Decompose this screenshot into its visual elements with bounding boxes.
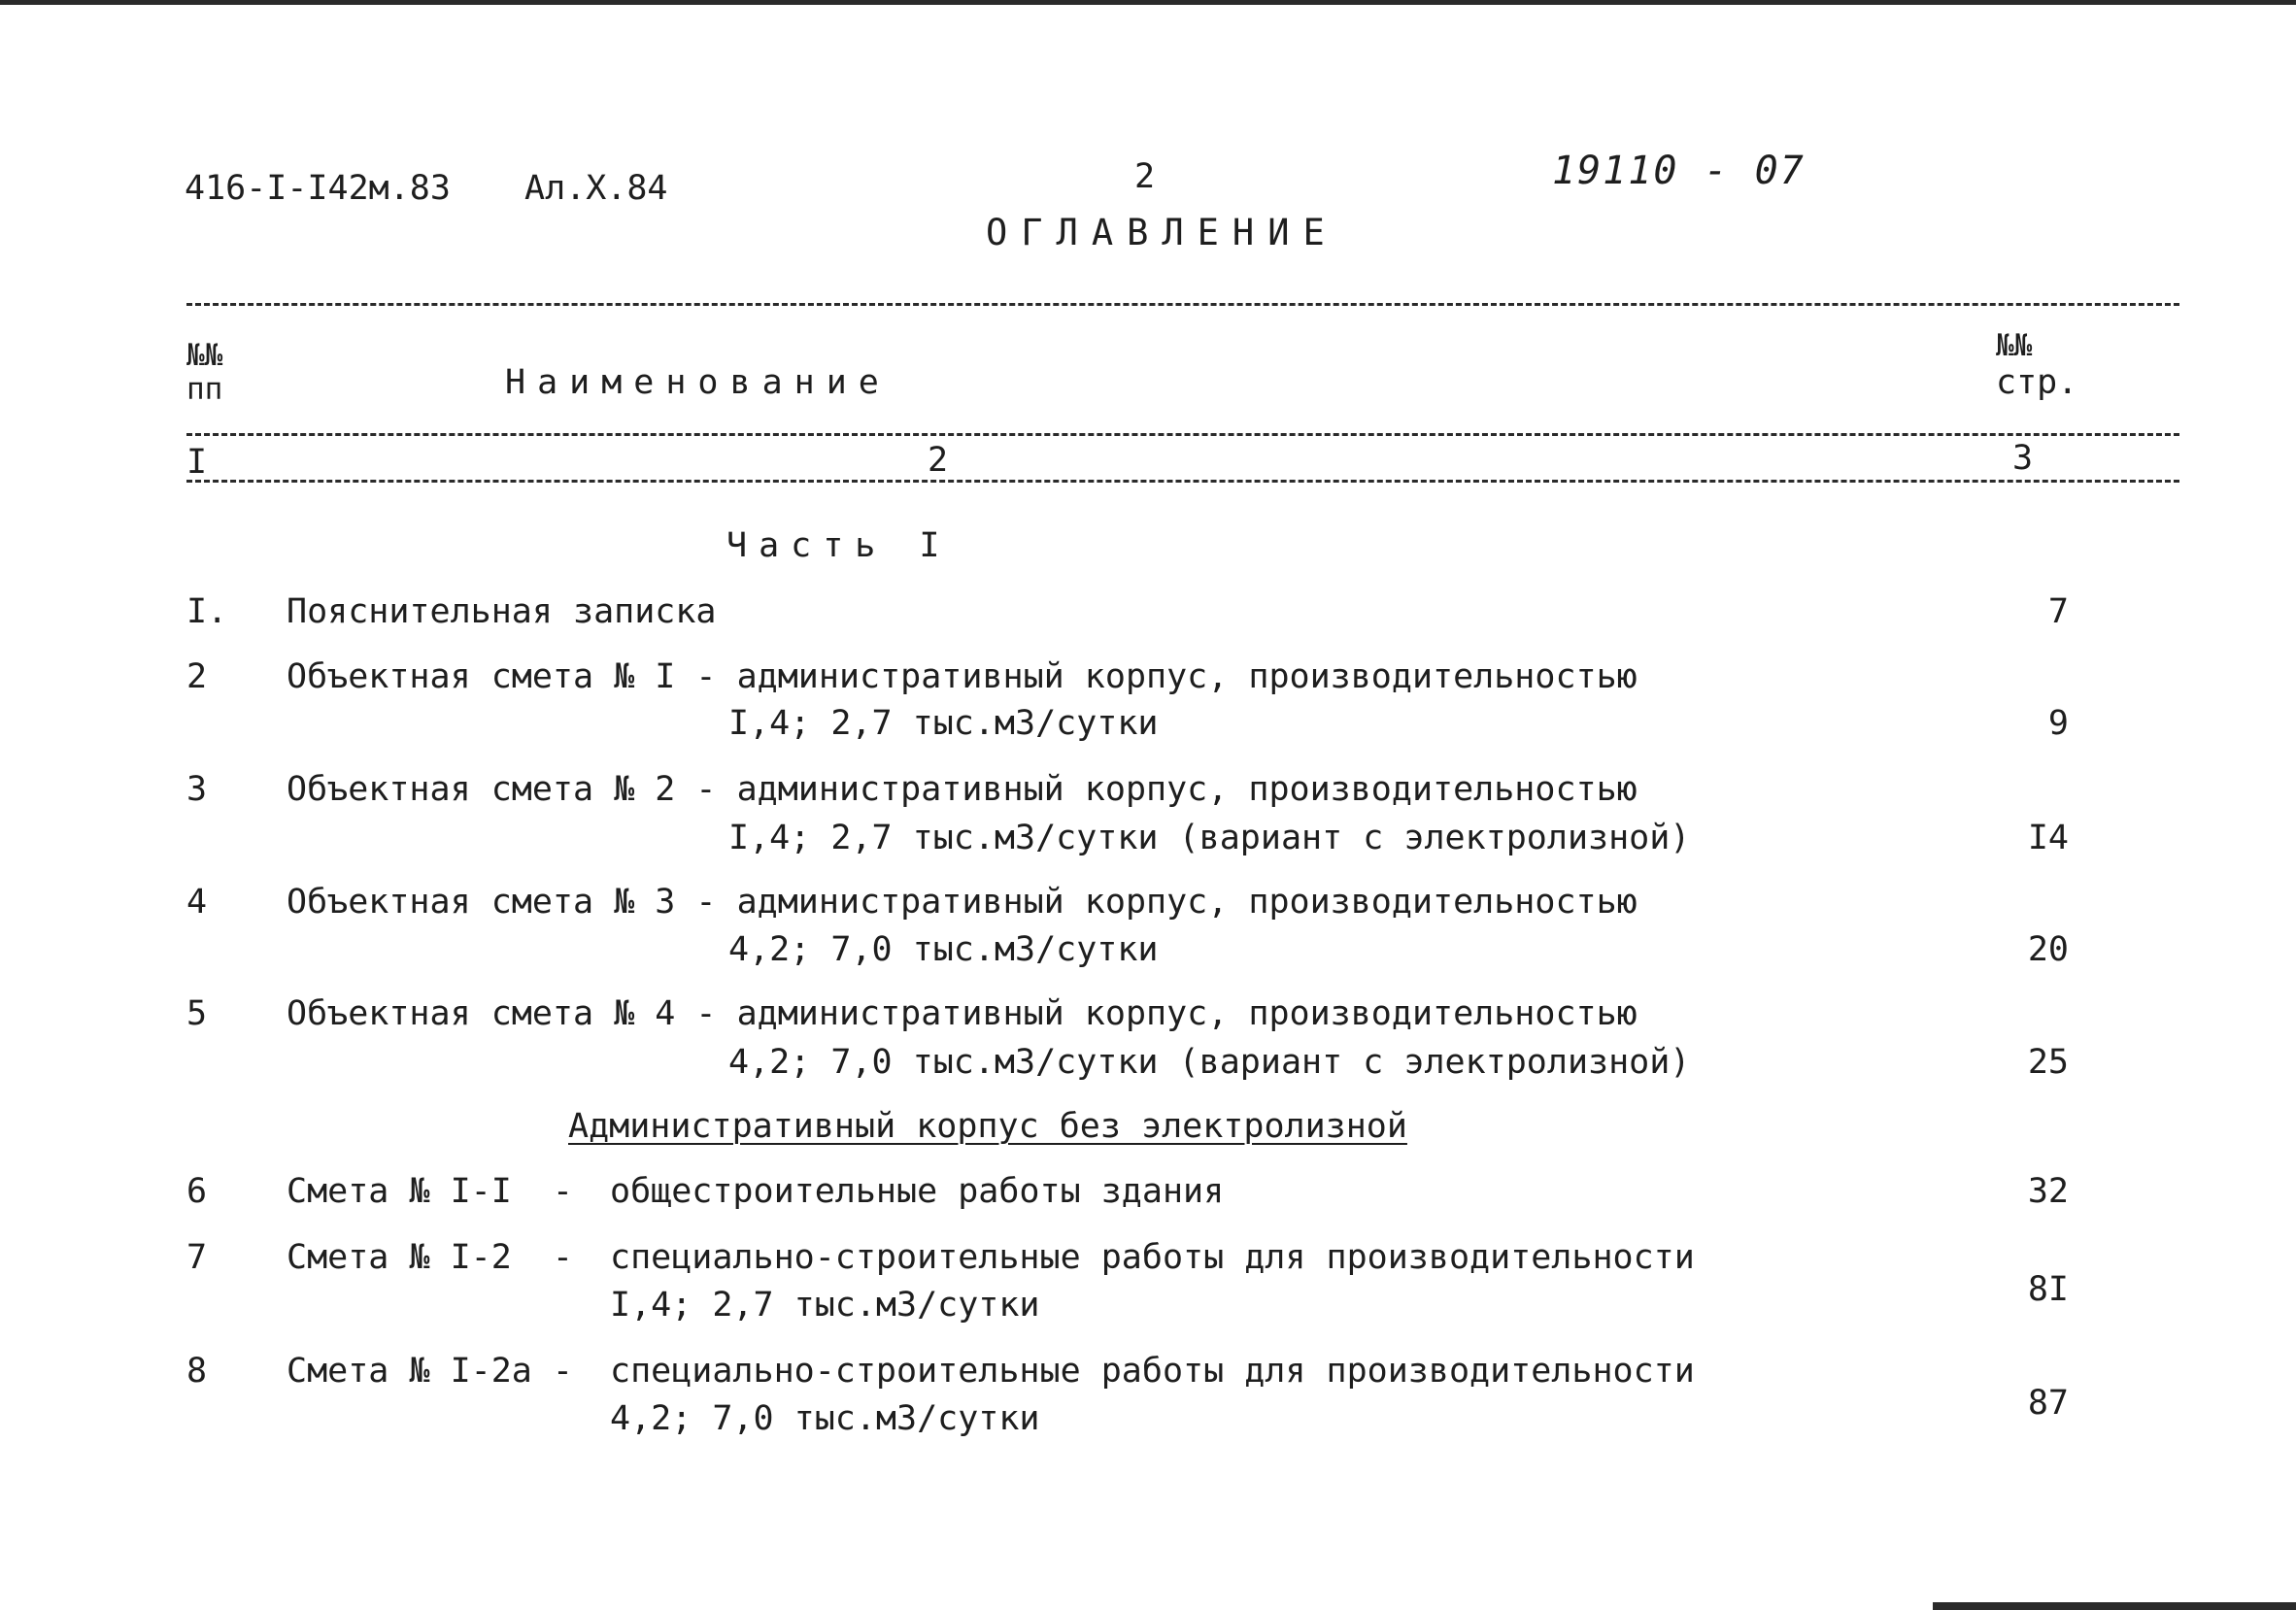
- entry-title: Пояснительная записка: [287, 592, 717, 631]
- entry-title-continued: I,4; 2,7 тыс.м3/сутки: [610, 1286, 1040, 1325]
- album-code: Ал.Х.84: [524, 169, 668, 208]
- entry-title-continued: I,4; 2,7 тыс.м3/сутки: [728, 704, 1159, 743]
- entry-number: 4: [186, 883, 208, 922]
- entry-number: I.: [186, 592, 228, 631]
- entry-page: 32: [2027, 1172, 2069, 1211]
- page-border-bottom: [1933, 1602, 2296, 1610]
- page-title: ОГЛАВЛЕНИЕ: [986, 212, 1338, 253]
- entry-page: I4: [2027, 819, 2069, 857]
- entry-title: специально-строительные работы для производительности: [610, 1238, 1695, 1277]
- col-page-label-top: №№: [1996, 328, 2033, 363]
- col-name-index: 2: [928, 441, 949, 480]
- page-number: 2: [1134, 157, 1156, 196]
- entry-title: Объектная смета № 4 - административный корпус, производительностью: [287, 994, 1638, 1033]
- entry-page: 9: [2047, 704, 2069, 743]
- col-num-label-bottom: пп: [186, 372, 223, 407]
- doc-code: 416-I-I42м.83: [185, 169, 451, 208]
- col-num-label-top: №№: [186, 338, 223, 373]
- entry-title: Объектная смета № 3 - административный корпус, производительностью: [287, 883, 1638, 922]
- col-page-index: 3: [2012, 439, 2034, 478]
- entry-title-continued: 4,2; 7,0 тыс.м3/сутки: [728, 930, 1159, 969]
- entry-page: 7: [2047, 592, 2069, 631]
- entry-page: 8I: [2027, 1270, 2069, 1309]
- entry-title: Объектная смета № 2 - административный корпус, производительностью: [287, 770, 1638, 809]
- header-rule-middle: [186, 433, 2179, 436]
- entry-title: специально-строительные работы для производительности: [610, 1352, 1695, 1391]
- entry-number: 3: [186, 770, 208, 809]
- entry-title-continued: I,4; 2,7 тыс.м3/сутки (вариант с электролизной): [728, 819, 1691, 857]
- part-title: Часть I: [726, 526, 952, 565]
- page-border-top: [0, 0, 2296, 5]
- entry-label: Смета № I-2а -: [287, 1352, 574, 1391]
- entry-page: 25: [2027, 1043, 2069, 1082]
- col-num-index: I: [186, 443, 208, 482]
- col-name-label: Наименование: [505, 363, 891, 402]
- entry-number: 7: [186, 1238, 208, 1277]
- entry-title-continued: 4,2; 7,0 тыс.м3/сутки (вариант с электролизной): [728, 1043, 1691, 1082]
- section-title: Административный корпус без электролизной: [568, 1107, 1407, 1146]
- entry-title: общестроительные работы здания: [610, 1172, 1225, 1211]
- entry-number: 8: [186, 1352, 208, 1391]
- entry-page: 20: [2027, 930, 2069, 969]
- entry-number: 6: [186, 1172, 208, 1211]
- entry-number: 5: [186, 994, 208, 1033]
- entry-title-continued: 4,2; 7,0 тыс.м3/сутки: [610, 1399, 1040, 1438]
- entry-page: 87: [2027, 1384, 2069, 1423]
- entry-number: 2: [186, 657, 208, 696]
- header-rule-top: [186, 303, 2179, 306]
- entry-title: Объектная смета № I - административный корпус, производительностью: [287, 657, 1638, 696]
- col-page-label-bottom: стр.: [1996, 363, 2078, 402]
- entry-label: Смета № I-2 -: [287, 1238, 574, 1277]
- header-rule-bottom: [186, 480, 2179, 483]
- entry-label: Смета № I-I -: [287, 1172, 574, 1211]
- handwritten-code: 19110 - 07: [1552, 149, 1806, 193]
